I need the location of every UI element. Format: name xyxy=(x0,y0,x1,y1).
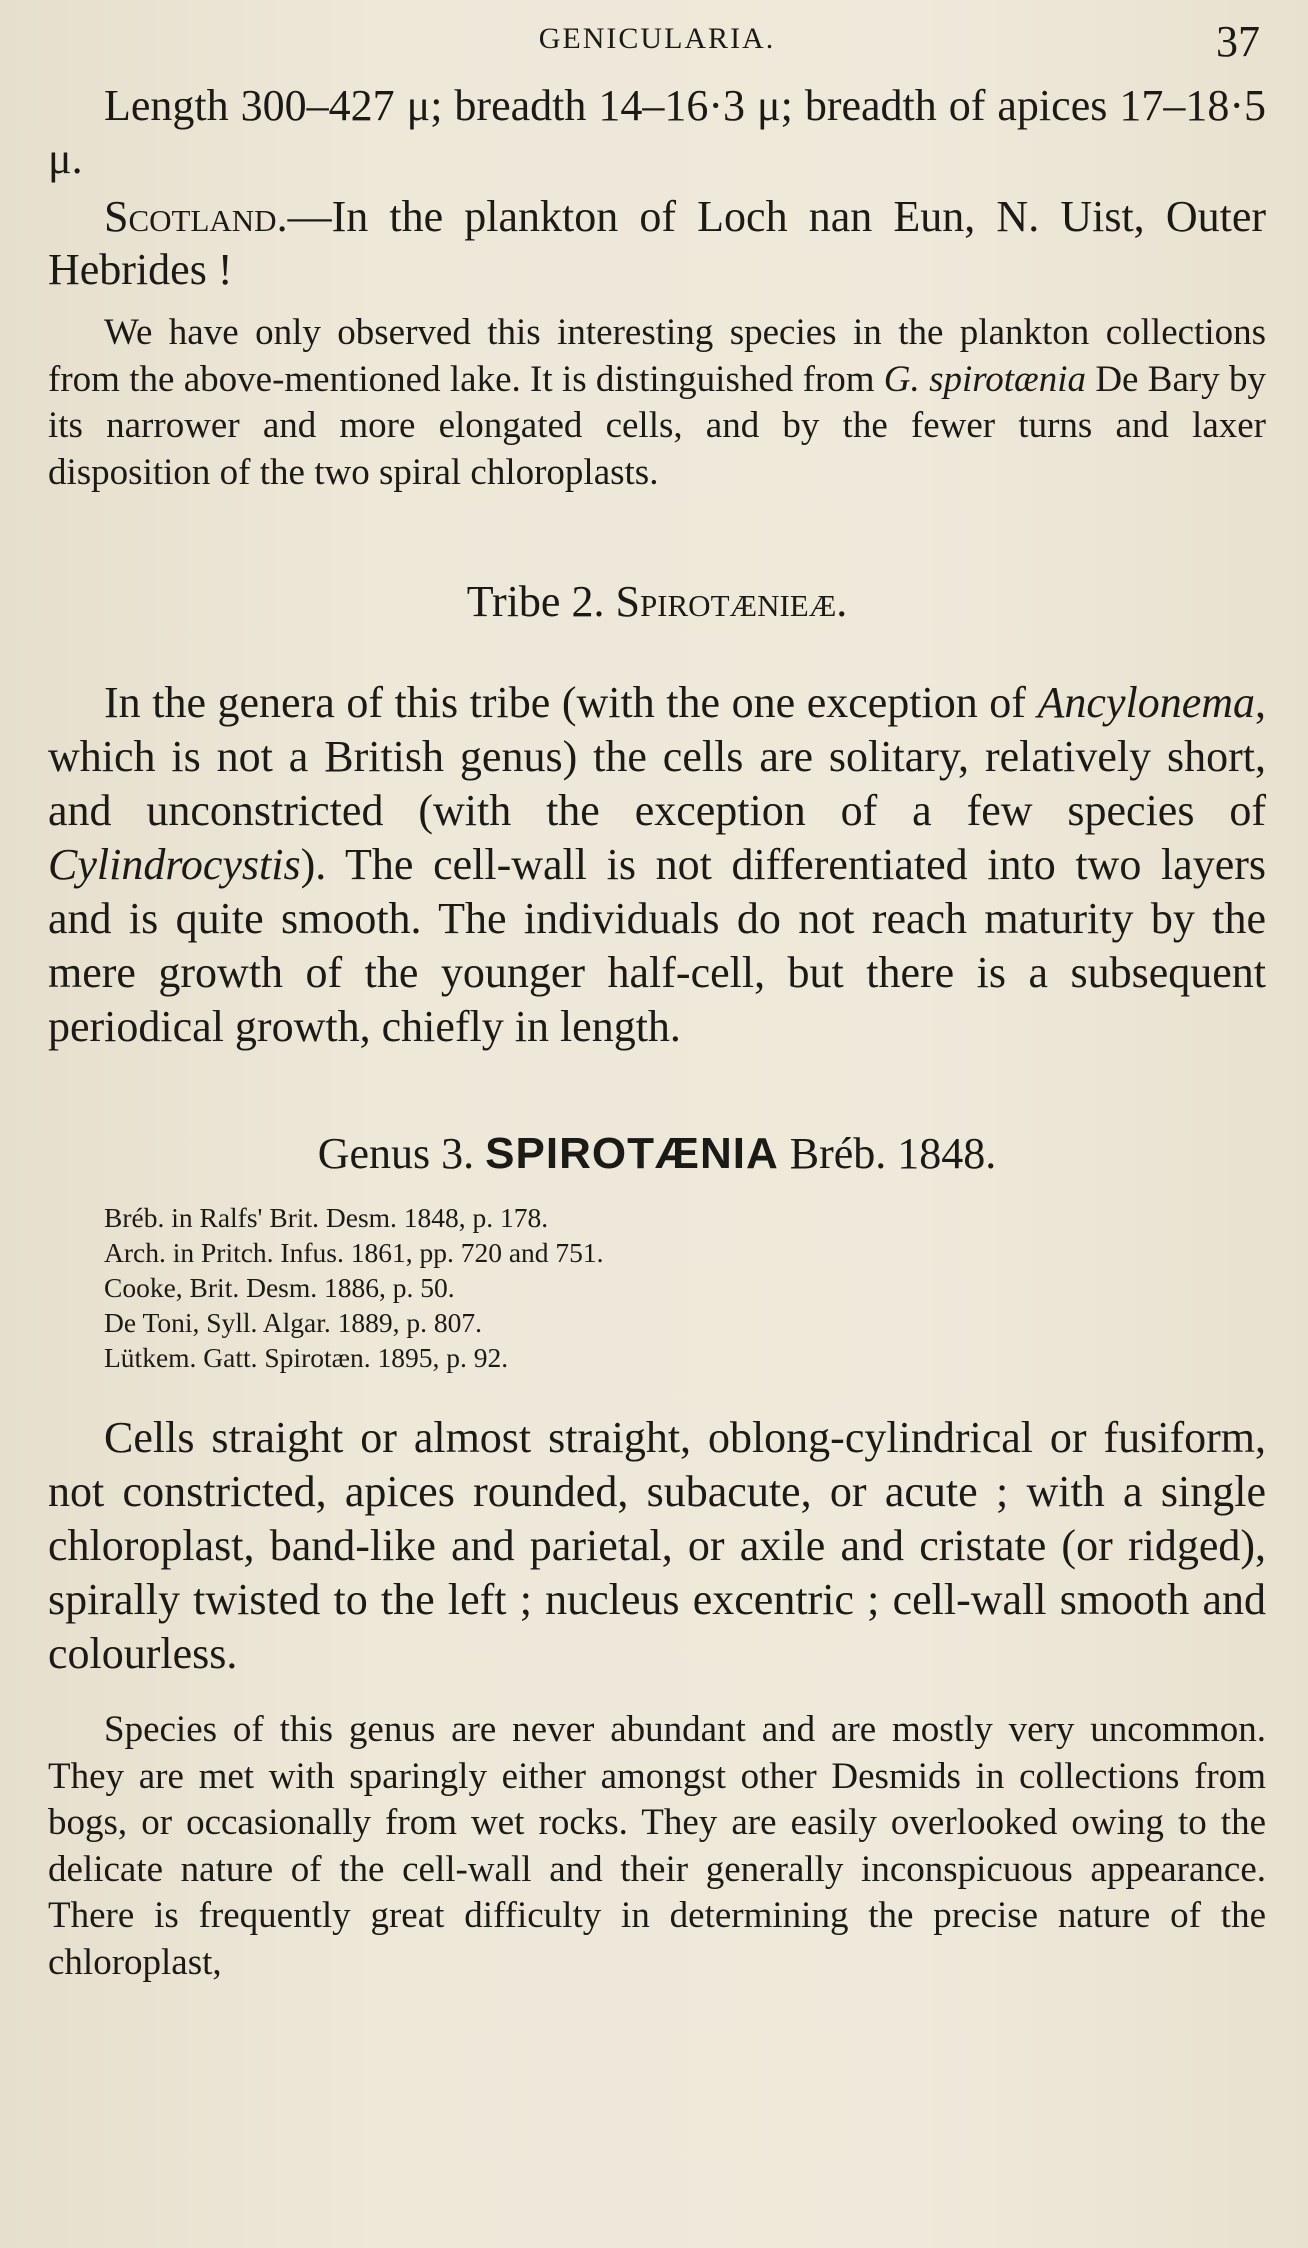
references-list xyxy=(48,1200,1266,1375)
reference-item: Arch. in Pritch. Infus. 1861, pp. 720 and 751. xyxy=(104,1237,604,1268)
reference-item: Bréb. in Ralfs' Brit. Desm. 1848, p. 178. xyxy=(104,1202,549,1233)
tribe-description-text-3: ). The cell-wall is not differentiated into two layers and is quite smooth. The individuals do not reach maturity by the mere growth of the younger half-cell, but there is a subsequent periodical growth, chiefly in length. xyxy=(48,840,1266,1051)
page-header xyxy=(48,0,1266,80)
page-number: 37 xyxy=(1216,17,1260,66)
reference-item: De Toni, Syll. Algar. 1889, p. 807. xyxy=(104,1307,482,1338)
running-head: GENICULARIA. xyxy=(538,22,776,55)
remarks-paragraph xyxy=(48,310,1266,496)
tribe-description-genus-2: Cylindrocystis xyxy=(48,840,301,889)
locality-region: Scotland. xyxy=(104,192,288,241)
locality-paragraph xyxy=(48,191,1266,296)
remarks-text-1: We have only observed this interesting species in the plankton collections from the above-mentioned lake. It is distinguished from xyxy=(48,312,1266,400)
tribe-name: Spirotænieæ. xyxy=(615,577,848,626)
genus-heading xyxy=(48,1128,1266,1180)
tribe-description-text-2: , which is not a British genus) the cells are solitary, relatively short, and unconstricted (with the exception of a few species of xyxy=(48,678,1266,835)
tribe-description-text-1: In the genera of this tribe (with the one exception of xyxy=(104,678,1038,727)
remarks-species: G. spirotænia xyxy=(883,358,1087,400)
tribe-label: Tribe 2. xyxy=(466,577,616,626)
locality-text: —In the plankton of Loch nan Eun, N. Uist, Outer Hebrides ! xyxy=(48,192,1266,294)
genus-notes: Species of this genus are never abundant and are mostly very uncommon. They are met with sparingly either amongst other Desmids in collections from bogs, or occasionally from wet rocks. They are easily overlooked owing to the delicate nature of the cell-wall and their generally inconspicuous appearance. There is frequently great difficulty in determining the precise nature of the chloroplast, xyxy=(48,1709,1266,1983)
tribe-heading xyxy=(48,576,1266,628)
tribe-description-genus-1: Ancylonema xyxy=(1037,678,1255,727)
reference-item: Cooke, Brit. Desm. 1886, p. 50. xyxy=(104,1272,455,1303)
genus-authority: Bréb. 1848. xyxy=(778,1129,997,1178)
reference-item: Lütkem. Gatt. Spirotæn. 1895, p. 92. xyxy=(104,1342,509,1373)
genus-name: SPIROTÆNIA xyxy=(485,1129,779,1178)
genus-label: Genus 3. xyxy=(317,1129,486,1178)
genus-description: Cells straight or almost straight, oblong-cylindrical or fusiform, not constricted, apices rounded, subacute, or acute ; with a single chloroplast, band-like and parietal, or axile and cristate (or ridged), spirally twisted to the left ; nucleus excentric ; cell-wall smooth and colourless. xyxy=(48,1413,1266,1678)
tribe-description xyxy=(48,676,1266,1054)
measurements-paragraph: Length 300–427 μ; breadth 14–16·3 μ; breadth of apices 17–18·5 μ. xyxy=(48,81,1266,183)
remarks-text-2: De Bary by its narrower and more elongated cells, and by the fewer turns and laxer disposition of the two spiral chloroplasts. xyxy=(48,358,1266,493)
